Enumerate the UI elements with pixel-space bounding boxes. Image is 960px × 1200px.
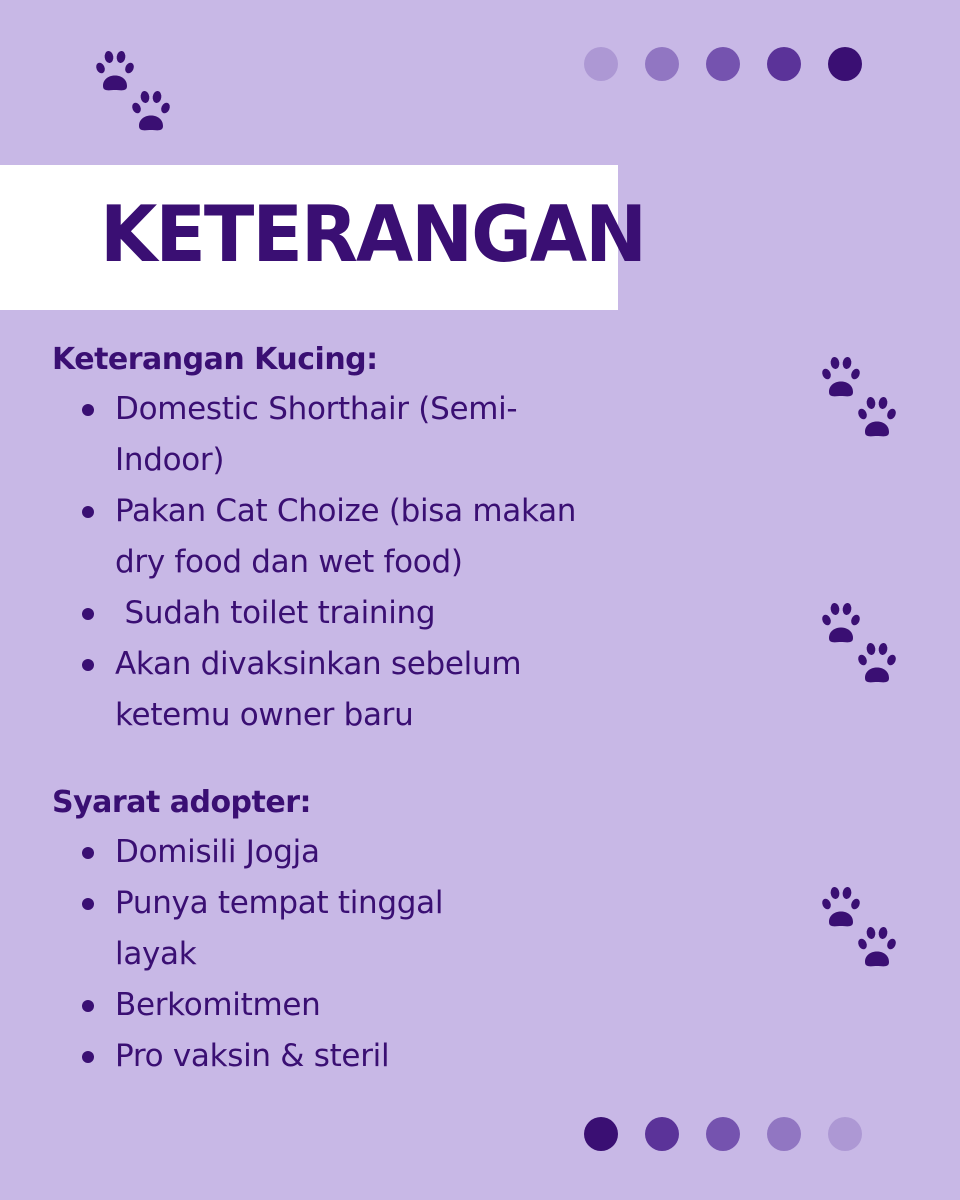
- list-item-text: Berkomitmen: [115, 987, 321, 1023]
- list-item-text: Sudah toilet training: [115, 595, 436, 631]
- adopter-requirements-section: [52, 779, 702, 1082]
- list-item: [115, 486, 702, 588]
- bullet-icon: [82, 1000, 94, 1012]
- list-item-text: Punya tempat tinggal layak: [115, 885, 444, 972]
- dot: [767, 47, 801, 81]
- list-item: [115, 980, 702, 1031]
- page-title: KETERANGAN: [100, 189, 646, 280]
- bullet-icon: [82, 1051, 94, 1063]
- cat-info-list: [52, 384, 702, 741]
- cat-info-heading: Keterangan Kucing:: [52, 342, 378, 377]
- dot: [584, 1117, 618, 1151]
- bullet-icon: [82, 608, 94, 620]
- bullet-icon: [82, 898, 94, 910]
- list-item-text: Akan divaksinkan sebelum ketemu owner baru: [115, 646, 522, 733]
- decorative-dots-top: [584, 47, 862, 81]
- adopter-requirements-heading: Syarat adopter:: [52, 785, 312, 820]
- list-item: [115, 878, 702, 980]
- paw-prints-icon: [820, 352, 910, 442]
- dot: [828, 47, 862, 81]
- list-item-text: Pakan Cat Choize (bisa makan dry food dan wet food): [115, 493, 577, 580]
- list-item: [115, 588, 702, 639]
- cat-info-section: [52, 336, 702, 741]
- dot: [645, 47, 679, 81]
- adopter-requirements-list: [52, 827, 702, 1082]
- dot: [645, 1117, 679, 1151]
- list-item-text: Domisili Jogja: [115, 834, 320, 870]
- list-item: [115, 827, 702, 878]
- dot: [767, 1117, 801, 1151]
- list-item: [115, 1031, 702, 1082]
- list-item-text: Domestic Shorthair (Semi- Indoor): [115, 391, 518, 478]
- paw-prints-icon: [820, 598, 910, 688]
- list-item: [115, 639, 702, 741]
- paw-prints-icon: [820, 882, 910, 972]
- bullet-icon: [82, 659, 94, 671]
- paw-prints-icon: [94, 46, 184, 136]
- bullet-icon: [82, 404, 94, 416]
- list-item: [115, 384, 702, 486]
- dot: [706, 47, 740, 81]
- dot: [828, 1117, 862, 1151]
- decorative-dots-bottom: [584, 1117, 862, 1151]
- dot: [706, 1117, 740, 1151]
- dot: [584, 47, 618, 81]
- list-item-text: Pro vaksin & steril: [115, 1038, 390, 1074]
- bullet-icon: [82, 847, 94, 859]
- bullet-icon: [82, 506, 94, 518]
